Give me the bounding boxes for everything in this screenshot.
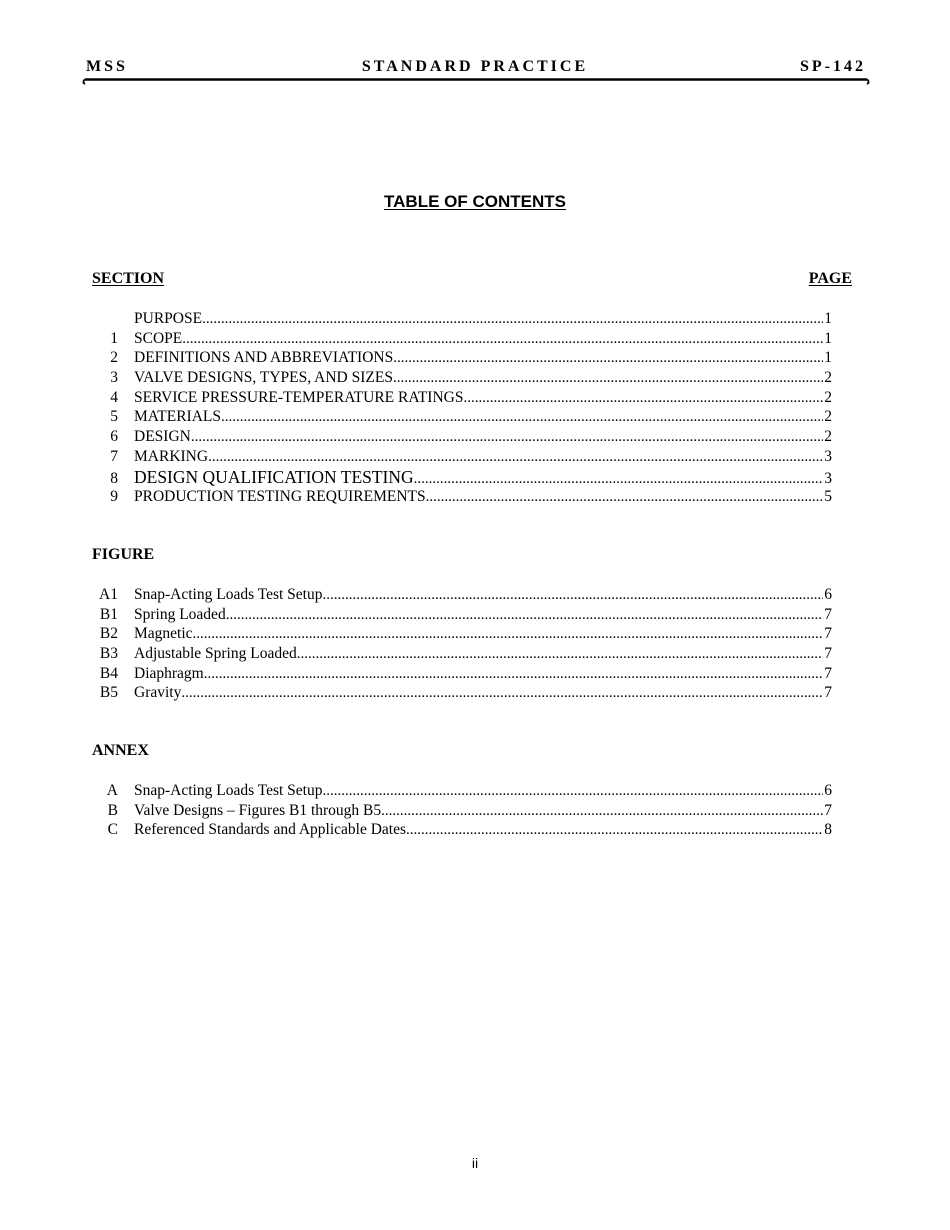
entry-number: A1 bbox=[99, 586, 118, 603]
dot-leader bbox=[182, 330, 823, 350]
entry-title: Magnetic bbox=[134, 625, 193, 643]
dot-leader bbox=[202, 310, 823, 330]
entry-title: SERVICE PRESSURE-TEMPERATURE RATINGS bbox=[134, 388, 464, 406]
toc-entry[interactable] bbox=[92, 664, 832, 684]
entry-page: 6 bbox=[824, 782, 832, 799]
dot-leader bbox=[221, 408, 823, 428]
dot-leader bbox=[322, 782, 823, 802]
figures-list bbox=[92, 585, 832, 703]
entry-title: Snap-Acting Loads Test Setup bbox=[134, 586, 323, 603]
entry-title: Referenced Standards and Applicable Dates bbox=[134, 821, 407, 839]
toc-entry[interactable] bbox=[92, 683, 832, 703]
dot-leader bbox=[322, 586, 823, 606]
entry-page: 2 bbox=[824, 388, 832, 406]
dot-leader bbox=[193, 625, 824, 645]
entry-number: B3 bbox=[99, 645, 118, 663]
entry-title: Gravity bbox=[134, 684, 182, 702]
section-column-header: SECTION bbox=[92, 270, 165, 287]
toc-entry[interactable] bbox=[92, 781, 832, 801]
entry-page: 2 bbox=[824, 428, 832, 446]
entry-page: 7 bbox=[824, 645, 832, 663]
dot-leader bbox=[297, 645, 824, 665]
entry-number: A bbox=[106, 782, 118, 799]
entry-title: Spring Loaded bbox=[134, 605, 226, 623]
entry-title: PRODUCTION TESTING REQUIREMENTS bbox=[134, 487, 426, 505]
entry-number: 9 bbox=[110, 487, 118, 505]
entry-number: 2 bbox=[110, 349, 118, 367]
toc-entry[interactable] bbox=[92, 487, 832, 507]
page-number: ii bbox=[471, 1155, 479, 1171]
toc-entry[interactable] bbox=[92, 624, 832, 644]
dot-leader bbox=[191, 428, 823, 448]
entry-title: DESIGN bbox=[134, 428, 191, 446]
dot-leader bbox=[181, 684, 823, 704]
toc-entry[interactable] bbox=[92, 801, 832, 821]
dot-leader bbox=[414, 469, 824, 489]
dot-leader bbox=[406, 821, 823, 841]
toc-entry[interactable] bbox=[92, 348, 832, 368]
header-document-type: STANDARD PRACTICE bbox=[361, 58, 589, 75]
entry-page: 1 bbox=[824, 349, 832, 367]
toc-entry[interactable] bbox=[92, 585, 832, 605]
dot-leader bbox=[463, 389, 823, 409]
toc-entry[interactable] bbox=[92, 388, 832, 408]
toc-entry[interactable] bbox=[92, 407, 832, 427]
entry-title: MATERIALS bbox=[134, 408, 221, 426]
entry-number: 6 bbox=[110, 428, 118, 446]
page-title: TABLE OF CONTENTS bbox=[384, 192, 566, 211]
entry-page: 7 bbox=[824, 625, 832, 643]
header-document-number: SP-142 bbox=[800, 58, 866, 75]
annexes-list bbox=[92, 781, 832, 840]
dot-leader bbox=[208, 448, 823, 468]
sections-list bbox=[92, 309, 832, 506]
entry-title: PURPOSE bbox=[134, 310, 203, 327]
entry-number: B5 bbox=[99, 684, 118, 702]
entry-number: 8 bbox=[110, 469, 118, 487]
entry-page: 7 bbox=[824, 664, 832, 682]
entry-title: MARKING bbox=[134, 447, 209, 465]
entry-page: 1 bbox=[824, 329, 832, 347]
entry-number: C bbox=[107, 821, 118, 839]
header-organization: MSS bbox=[86, 58, 128, 75]
dot-leader bbox=[426, 488, 824, 508]
entry-number: 5 bbox=[110, 408, 118, 426]
entry-number: 1 bbox=[110, 329, 118, 347]
dot-leader bbox=[226, 606, 824, 626]
entry-title: Adjustable Spring Loaded bbox=[134, 645, 297, 663]
toc-entry[interactable] bbox=[92, 447, 832, 467]
entry-title: Valve Designs – Figures B1 through B5 bbox=[134, 801, 382, 819]
entry-page: 7 bbox=[824, 801, 832, 819]
entry-page: 3 bbox=[824, 469, 832, 487]
entry-title: DESIGN QUALIFICATION TESTING bbox=[134, 466, 414, 487]
toc-entry[interactable] bbox=[92, 820, 832, 840]
toc-entry[interactable] bbox=[92, 467, 832, 487]
entry-title: Snap-Acting Loads Test Setup bbox=[134, 782, 323, 799]
toc-entry[interactable] bbox=[92, 427, 832, 447]
toc-entry[interactable] bbox=[92, 605, 832, 625]
entry-number: 7 bbox=[110, 447, 118, 465]
header-rule bbox=[82, 77, 870, 85]
entry-page: 2 bbox=[824, 369, 832, 387]
toc-entry[interactable] bbox=[92, 644, 832, 664]
entry-title: Diaphragm bbox=[134, 664, 204, 682]
dot-leader bbox=[381, 802, 823, 822]
toc-entry[interactable] bbox=[92, 368, 832, 388]
annex-heading: ANNEX bbox=[92, 742, 149, 759]
page-column-header: PAGE bbox=[808, 270, 852, 287]
entry-page: 3 bbox=[824, 447, 832, 465]
toc-entry[interactable] bbox=[92, 329, 832, 349]
entry-number: B2 bbox=[99, 625, 118, 643]
entry-page: 6 bbox=[824, 586, 832, 603]
entry-title: VALVE DESIGNS, TYPES, AND SIZES bbox=[134, 369, 393, 387]
entry-page: 7 bbox=[824, 684, 832, 702]
figure-heading: FIGURE bbox=[92, 546, 155, 563]
dot-leader bbox=[393, 349, 823, 369]
dot-leader bbox=[393, 369, 823, 389]
entry-page: 8 bbox=[824, 821, 832, 839]
entry-number: 3 bbox=[110, 369, 118, 387]
entry-page: 2 bbox=[824, 408, 832, 426]
entry-number: B4 bbox=[99, 664, 118, 682]
entry-page: 7 bbox=[824, 605, 832, 623]
toc-entry[interactable] bbox=[92, 309, 832, 329]
entry-number: B bbox=[107, 801, 118, 819]
entry-title: SCOPE bbox=[134, 329, 183, 347]
dot-leader bbox=[204, 665, 824, 685]
entry-page: 1 bbox=[824, 310, 832, 327]
entry-page: 5 bbox=[824, 487, 832, 505]
entry-number: B1 bbox=[99, 605, 118, 623]
entry-title: DEFINITIONS AND ABBREVIATIONS bbox=[134, 349, 394, 367]
entry-number: 4 bbox=[110, 388, 118, 406]
